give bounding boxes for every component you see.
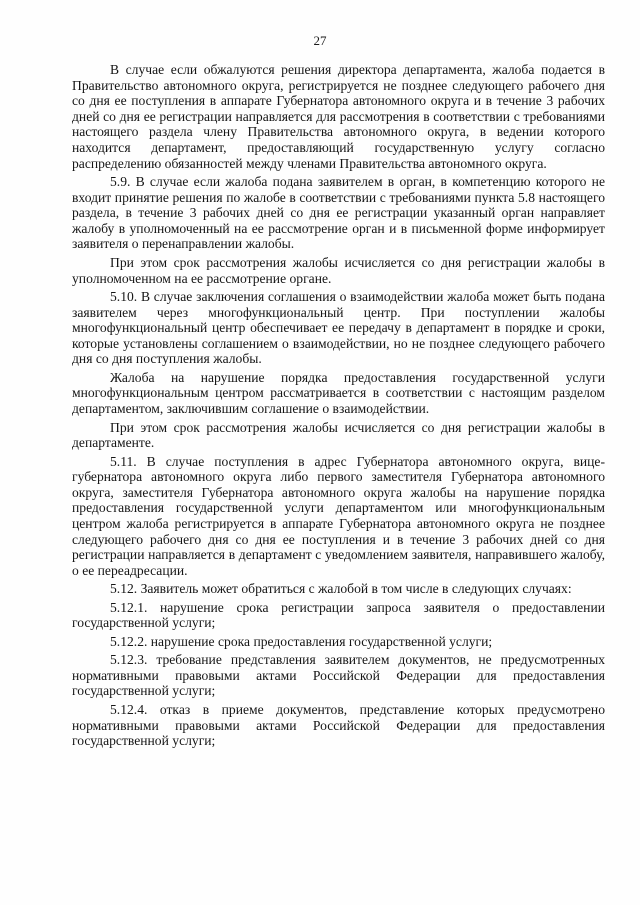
- paragraph: При этом срок рассмотрения жалобы исчисляется со дня регистрации жалобы в уполномоченном на ее рассмотрение органе.: [72, 254, 605, 286]
- paragraph: 5.12.4. отказ в приеме документов, представление которых предусмотрено нормативными правовыми актами Российской Федерации для предоставления государственной услуги;: [72, 701, 605, 749]
- document-body: [72, 62, 605, 752]
- paragraph: Жалоба на нарушение порядка предоставления государственной услуги многофункциональным центром рассматривается в соответствии с настоящим разделом департаментом, заключившим соглашение о взаимодействии.: [72, 369, 605, 417]
- paragraph: 5.11. В случае поступления в адрес Губернатора автономного округа, вице-губернатора автономного округа либо первого заместителя Губернатора автономного округа, заместителя Губернатора автономного округа жалобы на нарушение порядка предоставления государственной услуги департаментом или многофункциональным центром жалоба регистрируется в аппарате Губернатора автономного округа не позднее следующего рабочего дня со дня ее поступления и в течение 3 рабочих дней со дня регистрации направляется в департамент с уведомлением заявителя, направившего жалобу, о ее переадресации.: [72, 453, 605, 578]
- paragraph: 5.12.3. требование представления заявителем документов, не предусмотренных нормативными правовыми актами Российской Федерации для предоставления государственной услуги;: [72, 652, 605, 699]
- paragraph: 5.12.2. нарушение срока предоставления государственной услуги;: [110, 633, 493, 649]
- paragraph: 5.10. В случае заключения соглашения о взаимодействии жалоба может быть подана заявителем через многофункциональный центр. При поступлении жалобы многофункциональный центр обеспечивает ее передачу в департамент в порядке и сроки, которые установлены соглашением о взаимодействии, но не позднее следующего рабочего дня со дня поступления жалобы.: [72, 288, 605, 367]
- page-number: 27: [313, 33, 327, 48]
- paragraph: 5.12. Заявитель может обратиться с жалобой в том числе в следующих случаях:: [110, 581, 572, 597]
- paragraph: 5.9. В случае если жалоба подана заявителем в орган, в компетенцию которого не входит принятие решения по жалобе в соответствии с требованиями пункта 5.8 настоящего раздела, в течение 3 рабочих дней со дня ее регистрации указанный орган направляет жалобу в уполномоченный на ее рассмотрение орган и в письменной форме информирует заявителя о перенаправлении жалобы.: [72, 174, 605, 252]
- paragraph: В случае если обжалуются решения директора департамента, жалоба подается в Правительство автономного округа, регистрируется не позднее следующего рабочего дня со дня ее поступления в аппарате Губернатора автономного округа и в течение 3 рабочих дней со дня ее регистрации направляется для рассмотрения в соответствии с требованиями настоящего раздела члену Правительства автономного округа, в ведении которого находится департамент, предоставляющий государственную услугу согласно распределению обязанностей между членами Правительства автономного округа.: [72, 62, 605, 171]
- paragraph: При этом срок рассмотрения жалобы исчисляется со дня регистрации жалобы в департаменте.: [72, 419, 605, 451]
- paragraph: 5.12.1. нарушение срока регистрации запроса заявителя о предоставлении государственной услуги;: [72, 599, 605, 631]
